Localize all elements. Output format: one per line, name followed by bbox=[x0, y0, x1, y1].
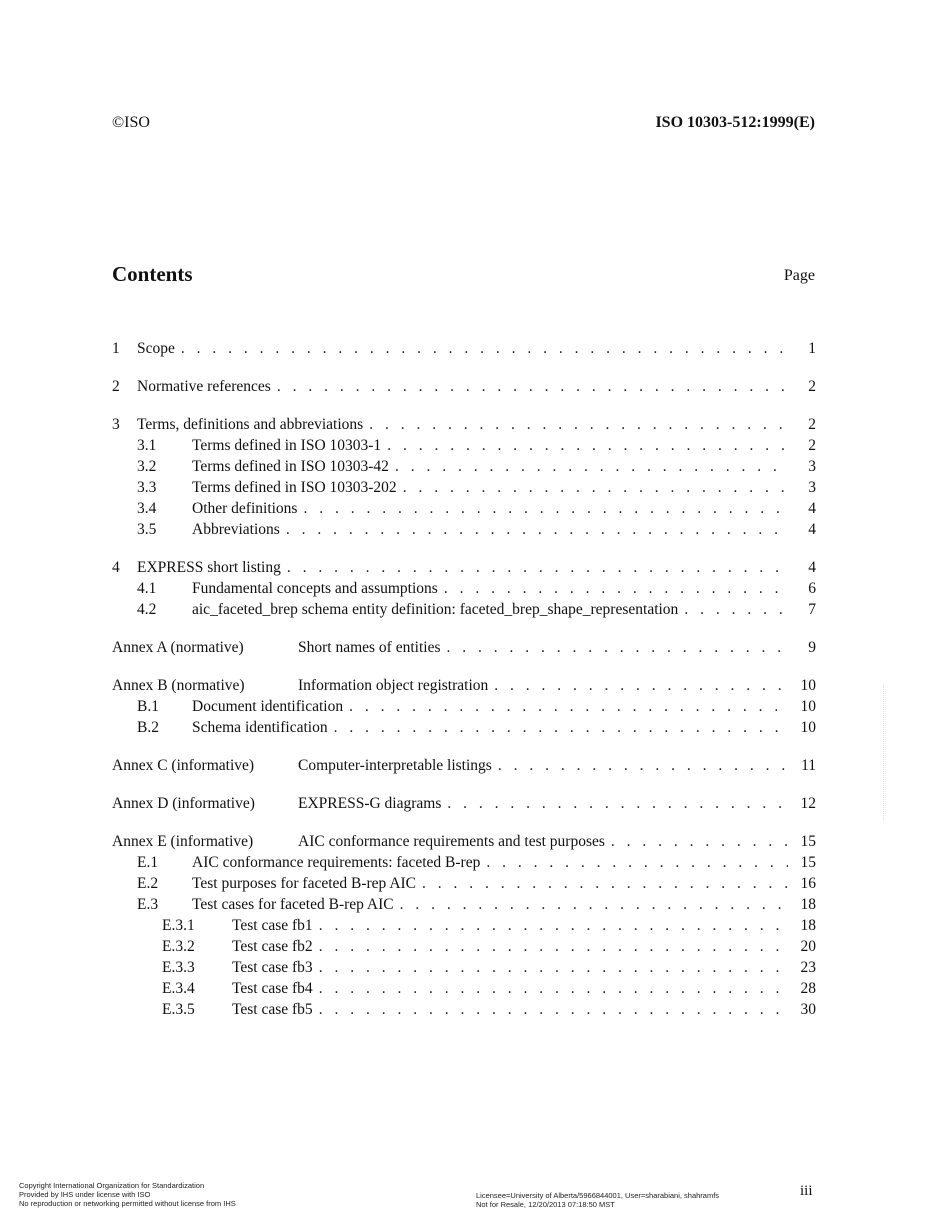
toc-entry[interactable] bbox=[112, 557, 816, 578]
page-number: iii bbox=[800, 1183, 813, 1199]
header-standard-id: ISO 10303-512:1999(E) bbox=[655, 114, 815, 131]
toc-entry[interactable] bbox=[112, 852, 816, 873]
footer-line: Not for Resale, 12/20/2013 07:18:50 MST bbox=[476, 1200, 615, 1209]
toc-title: Terms, definitions and abbreviations bbox=[137, 416, 364, 433]
toc-number: Annex E (informative) bbox=[112, 833, 254, 850]
toc-page: 7 bbox=[808, 601, 816, 618]
leader-dots bbox=[286, 519, 788, 540]
toc-title: Test case fb1 bbox=[232, 917, 313, 934]
toc-title: Test case fb5 bbox=[232, 1001, 313, 1018]
leader-dots bbox=[319, 936, 788, 957]
toc-number: Annex A (normative) bbox=[112, 639, 244, 656]
leader-dots bbox=[303, 498, 788, 519]
leader-dots bbox=[403, 477, 788, 498]
toc-entry[interactable] bbox=[112, 578, 816, 599]
toc-title: Document identification bbox=[192, 698, 344, 715]
toc-title: Test case fb3 bbox=[232, 959, 313, 976]
toc-entry[interactable] bbox=[112, 456, 816, 477]
toc-number: 3.5 bbox=[137, 521, 157, 538]
toc-entry[interactable] bbox=[112, 519, 816, 540]
toc-entry[interactable] bbox=[112, 637, 816, 658]
toc-page: 9 bbox=[808, 639, 816, 656]
toc-page: 18 bbox=[800, 896, 816, 913]
toc-number: 3.1 bbox=[137, 437, 157, 454]
footer-copyright-notice bbox=[19, 1181, 236, 1208]
toc-page: 20 bbox=[800, 938, 816, 955]
toc-entry[interactable] bbox=[112, 894, 816, 915]
table-of-contents bbox=[112, 338, 816, 1020]
toc-entry[interactable] bbox=[112, 978, 816, 999]
toc-title: Terms defined in ISO 10303-202 bbox=[192, 479, 397, 496]
toc-entry[interactable] bbox=[112, 599, 816, 620]
leader-dots bbox=[387, 435, 788, 456]
toc-page: 15 bbox=[800, 854, 816, 871]
toc-page: 3 bbox=[808, 458, 816, 475]
toc-title: Test purposes for faceted B-rep AIC bbox=[192, 875, 417, 892]
leader-dots bbox=[349, 696, 788, 717]
toc-entry[interactable] bbox=[112, 498, 816, 519]
toc-title: Other definitions bbox=[192, 500, 298, 517]
toc-page: 4 bbox=[808, 521, 816, 538]
toc-title: Test cases for faceted B-rep AIC bbox=[192, 896, 394, 913]
toc-number: E.3.1 bbox=[162, 917, 195, 934]
toc-title: Abbreviations bbox=[192, 521, 280, 538]
toc-number: 4.1 bbox=[137, 580, 157, 597]
leader-dots bbox=[277, 376, 788, 397]
leader-dots bbox=[319, 978, 788, 999]
toc-page: 28 bbox=[800, 980, 816, 997]
toc-page: 3 bbox=[808, 479, 816, 496]
toc-page: 4 bbox=[808, 500, 816, 517]
toc-number: 2 bbox=[112, 378, 120, 395]
toc-title: Normative references bbox=[137, 378, 271, 395]
toc-entry[interactable] bbox=[112, 717, 816, 738]
leader-dots bbox=[319, 957, 788, 978]
leader-dots bbox=[498, 755, 788, 776]
toc-number: 1 bbox=[112, 340, 120, 357]
toc-page: 12 bbox=[800, 795, 816, 812]
footer-line: Provided by IHS under license with ISO bbox=[19, 1190, 151, 1199]
toc-title: Fundamental concepts and assumptions bbox=[192, 580, 438, 597]
footer-license-notice bbox=[476, 1191, 719, 1209]
toc-title: Test case fb4 bbox=[232, 980, 313, 997]
leader-dots bbox=[287, 557, 788, 578]
toc-number: E.3.2 bbox=[162, 938, 195, 955]
toc-entry[interactable] bbox=[112, 793, 816, 814]
leader-dots bbox=[319, 999, 788, 1020]
toc-title: AIC conformance requirements and test purposes bbox=[298, 833, 605, 850]
toc-number: 4 bbox=[112, 559, 120, 576]
leader-dots bbox=[395, 456, 788, 477]
toc-page: 23 bbox=[800, 959, 816, 976]
toc-number: B.2 bbox=[137, 719, 159, 736]
toc-number: Annex B (normative) bbox=[112, 677, 245, 694]
toc-page: 30 bbox=[800, 1001, 816, 1018]
leader-dots bbox=[369, 414, 788, 435]
leader-dots bbox=[400, 894, 788, 915]
toc-number: B.1 bbox=[137, 698, 159, 715]
toc-number: 4.2 bbox=[137, 601, 157, 618]
toc-title: Information object registration bbox=[298, 677, 489, 694]
toc-page: 2 bbox=[808, 437, 816, 454]
leader-dots bbox=[611, 831, 788, 852]
leader-dots bbox=[494, 675, 788, 696]
toc-number: E.2 bbox=[137, 875, 159, 892]
toc-number: 3 bbox=[112, 416, 120, 433]
toc-title: Scope bbox=[137, 340, 175, 357]
leader-dots bbox=[684, 599, 788, 620]
toc-page: 10 bbox=[800, 677, 816, 694]
toc-entry[interactable] bbox=[112, 915, 816, 936]
toc-number: Annex C (informative) bbox=[112, 757, 255, 774]
footer-line: Licensee=University of Alberta/5966844001, User=sharabiani, shahramfs bbox=[476, 1191, 720, 1200]
toc-entry[interactable] bbox=[112, 376, 816, 397]
toc-page: 2 bbox=[808, 416, 816, 433]
toc-page: 10 bbox=[800, 698, 816, 715]
toc-entry[interactable] bbox=[112, 999, 816, 1020]
toc-page: 16 bbox=[800, 875, 816, 892]
toc-entry[interactable] bbox=[112, 696, 816, 717]
toc-title: Terms defined in ISO 10303-42 bbox=[192, 458, 389, 475]
toc-number: E.3.3 bbox=[162, 959, 195, 976]
toc-page: 2 bbox=[808, 378, 816, 395]
leader-dots bbox=[444, 578, 788, 599]
toc-page: 4 bbox=[808, 559, 816, 576]
toc-entry[interactable] bbox=[112, 936, 816, 957]
toc-number: E.3.4 bbox=[162, 980, 195, 997]
toc-entry[interactable] bbox=[112, 338, 816, 359]
toc-number: E.3 bbox=[137, 896, 159, 913]
toc-title: AIC conformance requirements: faceted B-rep bbox=[192, 854, 481, 871]
leader-dots bbox=[422, 873, 788, 894]
toc-entry[interactable] bbox=[112, 414, 816, 435]
toc-number: 3.3 bbox=[137, 479, 157, 496]
toc-title: Test case fb2 bbox=[232, 938, 313, 955]
toc-entry[interactable] bbox=[112, 435, 816, 456]
leader-dots bbox=[447, 793, 788, 814]
header-copyright: ©ISO bbox=[112, 114, 150, 131]
toc-number: 3.2 bbox=[137, 458, 157, 475]
contents-title: Contents bbox=[112, 262, 193, 286]
toc-number: 3.4 bbox=[137, 500, 157, 517]
toc-page: 11 bbox=[801, 757, 816, 774]
toc-title: Computer-interpretable listings bbox=[298, 757, 492, 774]
toc-title: aic_faceted_brep schema entity definition: faceted_brep_shape_representation bbox=[192, 601, 679, 618]
leader-dots bbox=[486, 852, 788, 873]
toc-page: 6 bbox=[808, 580, 816, 597]
toc-number: E.3.5 bbox=[162, 1001, 195, 1018]
page-column-label: Page bbox=[783, 267, 815, 284]
footer-line: No reproduction or networking permitted without license from IHS bbox=[19, 1199, 236, 1208]
toc-entry[interactable] bbox=[112, 477, 816, 498]
toc-page: 15 bbox=[800, 833, 816, 850]
toc-title: EXPRESS-G diagrams bbox=[298, 795, 442, 812]
leader-dots bbox=[181, 338, 788, 359]
leader-dots bbox=[447, 637, 789, 658]
toc-title: Short names of entities bbox=[298, 639, 441, 656]
toc-page: 1 bbox=[808, 340, 816, 357]
toc-page: 10 bbox=[800, 719, 816, 736]
toc-entry[interactable] bbox=[112, 755, 816, 776]
toc-title: EXPRESS short listing bbox=[137, 559, 281, 576]
margin-watermark-mark bbox=[883, 685, 892, 820]
toc-title: Terms defined in ISO 10303-1 bbox=[192, 437, 382, 454]
leader-dots bbox=[319, 915, 788, 936]
toc-entry[interactable] bbox=[112, 675, 816, 696]
footer-line: Copyright International Organization for Standardization bbox=[19, 1181, 205, 1190]
toc-number: Annex D (informative) bbox=[112, 795, 255, 812]
toc-entry[interactable] bbox=[112, 957, 816, 978]
toc-page: 18 bbox=[800, 917, 816, 934]
toc-number: E.1 bbox=[137, 854, 159, 871]
toc-entry[interactable] bbox=[112, 873, 816, 894]
toc-entry[interactable] bbox=[112, 831, 816, 852]
toc-title: Schema identification bbox=[192, 719, 328, 736]
leader-dots bbox=[334, 717, 788, 738]
